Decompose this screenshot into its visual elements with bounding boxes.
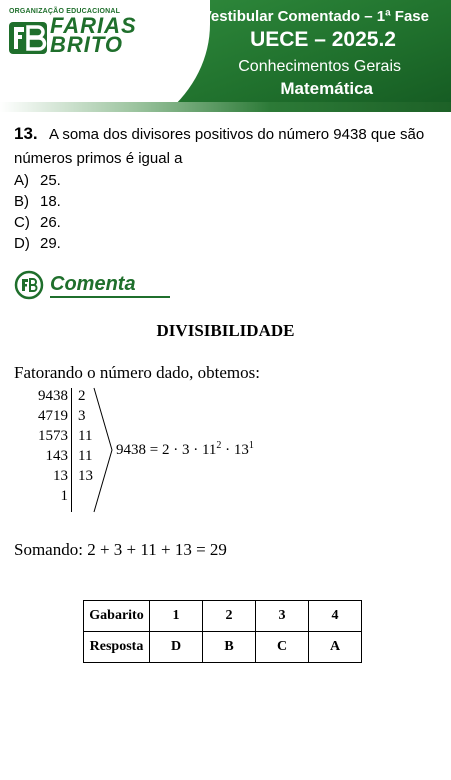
- answer-cell: B: [203, 632, 256, 663]
- comenta-label: Comenta: [50, 273, 136, 295]
- factor-dividend: 4719: [38, 408, 68, 424]
- factorization-result: [116, 440, 254, 459]
- result-prefix: 9438 = 2 · 3 · 11: [116, 442, 217, 458]
- question-cell: 4: [309, 601, 362, 632]
- option-letter: C): [14, 214, 30, 231]
- factor-divider-line: [71, 388, 72, 512]
- gabarito-label: Gabarito: [84, 601, 150, 632]
- answer-key-row-questions: [84, 601, 362, 632]
- option-value: 26.: [40, 214, 61, 231]
- option-value: 25.: [40, 172, 61, 189]
- option-letter: B): [14, 193, 29, 210]
- answer-key-table: [83, 600, 362, 663]
- header-exam: UECE – 2025.2: [250, 28, 396, 51]
- option-value: 18.: [40, 193, 61, 210]
- farias-brito-logo-icon: [8, 20, 48, 56]
- factor-dividend: 9438: [38, 388, 68, 404]
- comenta-underline: [50, 296, 170, 298]
- solution-title: DIVISIBILIDADE: [156, 321, 295, 340]
- logo-wordmark: [50, 13, 137, 57]
- factor-divisor: 11: [78, 428, 93, 444]
- option-letter: A): [14, 172, 29, 189]
- question-cell: 2: [203, 601, 256, 632]
- resposta-label: Resposta: [84, 632, 150, 663]
- factor-divisor: 3: [78, 408, 86, 424]
- factor-dividend: 1573: [38, 428, 68, 444]
- logo-org-text: ORGANIZAÇÃO EDUCACIONAL: [9, 8, 121, 15]
- header-stripe: [0, 102, 451, 112]
- option-c: [14, 212, 61, 233]
- header: [0, 0, 451, 112]
- question-cell: 3: [256, 601, 309, 632]
- answer-cell: A: [309, 632, 362, 663]
- header-title: Vestibular Comentado – 1ª Fase: [201, 8, 429, 25]
- question-number: 13.: [14, 124, 38, 143]
- answer-cell: C: [256, 632, 309, 663]
- answer-cell: D: [150, 632, 203, 663]
- question-cell: 1: [150, 601, 203, 632]
- factor-divisor: 11: [78, 448, 93, 464]
- option-letter: D): [14, 235, 30, 252]
- header-subject: Matemática: [280, 79, 373, 98]
- factor-dividend: 1: [60, 488, 68, 504]
- factor-bracket-icon: [92, 386, 114, 514]
- option-a: [14, 170, 61, 191]
- factor-dividend: 143: [45, 448, 68, 464]
- option-value: 29.: [40, 235, 61, 252]
- result-middle: · 13: [221, 442, 249, 458]
- comenta-logo-icon: [14, 270, 44, 300]
- option-b: [14, 191, 61, 212]
- logo-word-line1: FARIAS: [50, 13, 137, 38]
- options-list: [14, 170, 61, 254]
- question-statement: A soma dos divisores positivos do número 9438 que são números primos é igual a: [14, 126, 425, 167]
- question-text-block: [14, 122, 444, 171]
- factor-dividends: [14, 386, 68, 506]
- logo-word-line2: BRITO: [50, 32, 124, 57]
- factor-divisor: 13: [78, 468, 93, 484]
- solution-sum: Somando: 2 + 3 + 11 + 13 = 29: [14, 540, 227, 559]
- result-exponent-1: 2: [216, 440, 222, 451]
- factor-dividend: 13: [53, 468, 68, 484]
- option-d: [14, 233, 61, 254]
- answer-key-row-answers: [84, 632, 362, 663]
- factor-divisor: 2: [78, 388, 86, 404]
- solution-intro: Fatorando o número dado, obtemos:: [14, 363, 260, 382]
- result-exponent-2: 1: [248, 440, 254, 451]
- header-section: Conhecimentos Gerais: [238, 58, 401, 75]
